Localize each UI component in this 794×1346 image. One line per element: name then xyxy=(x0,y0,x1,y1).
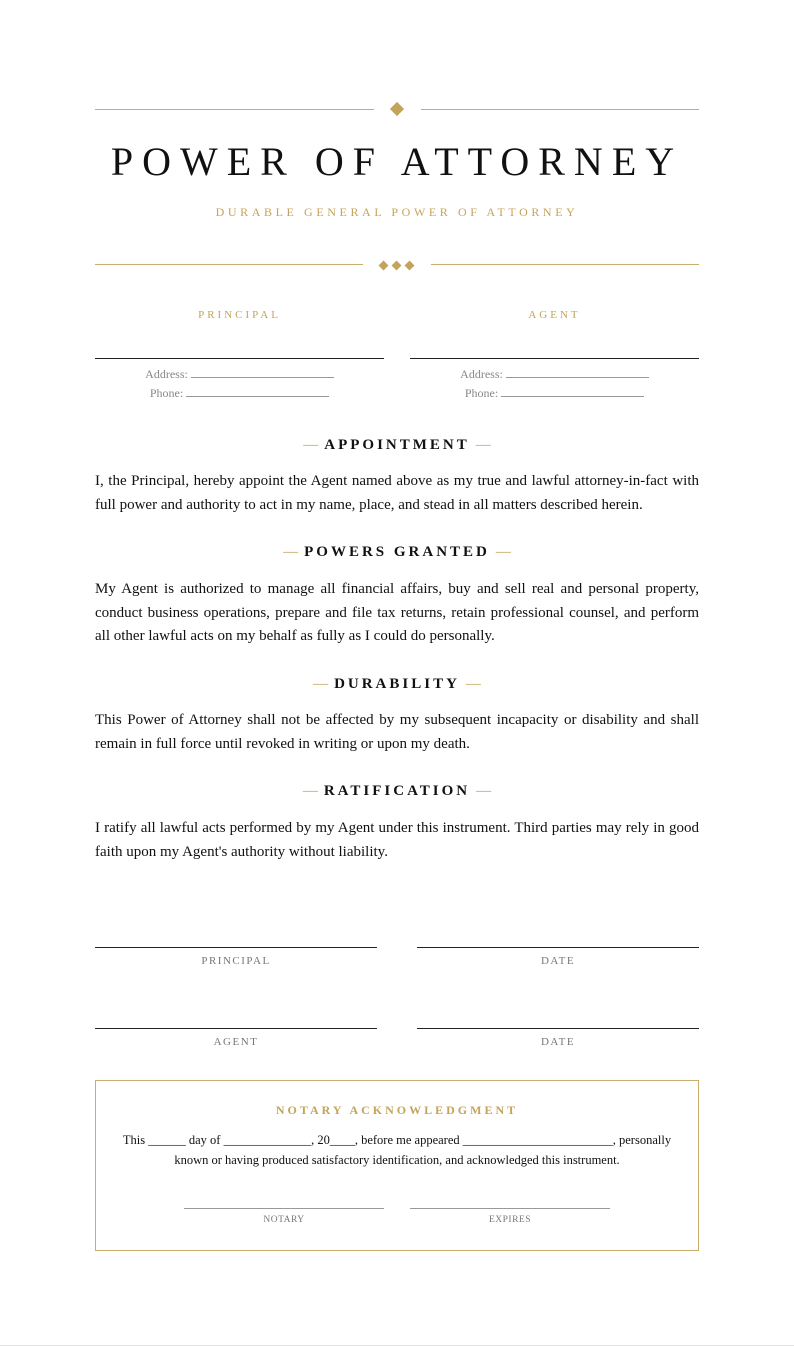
divider-rule-right xyxy=(431,264,699,265)
agent-signature-line[interactable] xyxy=(95,1028,377,1029)
principal-phone-field[interactable] xyxy=(95,385,384,401)
principal-signature-caption: PRINCIPAL xyxy=(201,955,271,967)
section-heading-appointment: — APPOINTMENT — xyxy=(303,437,491,453)
section-body-powers-granted: My Agent is authorized to manage all financial affairs, buy and sell real and personal property, conduct business operations, prepare and file tax returns, retain professional counsel, and perform all other lawful acts on my behalf as fully as I could do personally. xyxy=(95,581,699,645)
principal-label: PRINCIPAL xyxy=(198,309,281,321)
expires-caption: EXPIRES xyxy=(488,1215,532,1225)
section-body-ratification: I ratify all lawful acts performed by my Agent under this instrument. Third parties may rely in good faith upon my Agent's authority without liability. xyxy=(95,820,699,860)
diamond-ornament-icon xyxy=(392,261,402,271)
agent-address-label: Address: xyxy=(460,367,503,381)
notary-title: NOTARY ACKNOWLEDGMENT xyxy=(275,1103,519,1117)
principal-address-blank[interactable] xyxy=(191,366,334,378)
document-subtitle: DURABLE GENERAL POWER OF ATTORNEY xyxy=(215,205,579,219)
diamond-ornament-icon xyxy=(379,261,389,271)
notary-caption: NOTARY xyxy=(263,1215,305,1225)
divider-rule-left xyxy=(95,264,363,265)
diamond-ornament-icon xyxy=(405,261,415,271)
agent-address-field[interactable] xyxy=(410,366,699,382)
principal-signature-line[interactable] xyxy=(95,947,377,948)
agent-name-line[interactable] xyxy=(410,358,699,359)
section-heading-durability: — DURABILITY — xyxy=(313,676,481,692)
diamond-ornament-icon xyxy=(390,102,404,116)
agent-phone-blank[interactable] xyxy=(501,385,644,397)
notary-text: This ______ day of ______________, 20____, before me appeared ________________________, personally known or having produced satisfactory identification, and acknowledged this instrument. xyxy=(122,1133,672,1167)
agent-date-caption: DATE xyxy=(540,1036,576,1048)
principal-address-field[interactable] xyxy=(95,366,384,382)
principal-name-line[interactable] xyxy=(95,358,384,359)
section-body-durability: This Power of Attorney shall not be affected by my subsequent incapacity or disability and shall remain in full force until revoked in writing or upon my death. xyxy=(95,712,699,752)
agent-signature-caption: AGENT xyxy=(213,1036,259,1048)
document-title: POWER OF ATTORNEY xyxy=(110,139,684,184)
top-rule-left xyxy=(95,109,374,110)
agent-address-blank[interactable] xyxy=(506,366,649,378)
agent-date-line[interactable] xyxy=(417,1028,699,1029)
principal-address-label: Address: xyxy=(145,367,188,381)
section-heading-powers-granted: — POWERS GRANTED — xyxy=(283,544,511,560)
agent-label: AGENT xyxy=(528,309,581,321)
notary-expires-line[interactable] xyxy=(410,1208,610,1209)
notary-acknowledgment-box xyxy=(95,1080,699,1251)
agent-phone-label: Phone: xyxy=(464,386,499,400)
notary-signature-line[interactable] xyxy=(184,1208,384,1209)
principal-date-caption: DATE xyxy=(540,955,576,967)
agent-phone-field[interactable] xyxy=(410,385,699,401)
principal-date-line[interactable] xyxy=(417,947,699,948)
principal-phone-label: Phone: xyxy=(149,386,184,400)
top-rule-right xyxy=(421,109,699,110)
section-heading-ratification: — RATIFICATION — xyxy=(302,783,492,799)
section-body-appointment: I, the Principal, hereby appoint the Agent named above as my true and lawful attorney-in-fact with full power and authority to act in my name, place, and stead in all matters described herein. xyxy=(95,473,699,513)
principal-phone-blank[interactable] xyxy=(186,385,329,397)
